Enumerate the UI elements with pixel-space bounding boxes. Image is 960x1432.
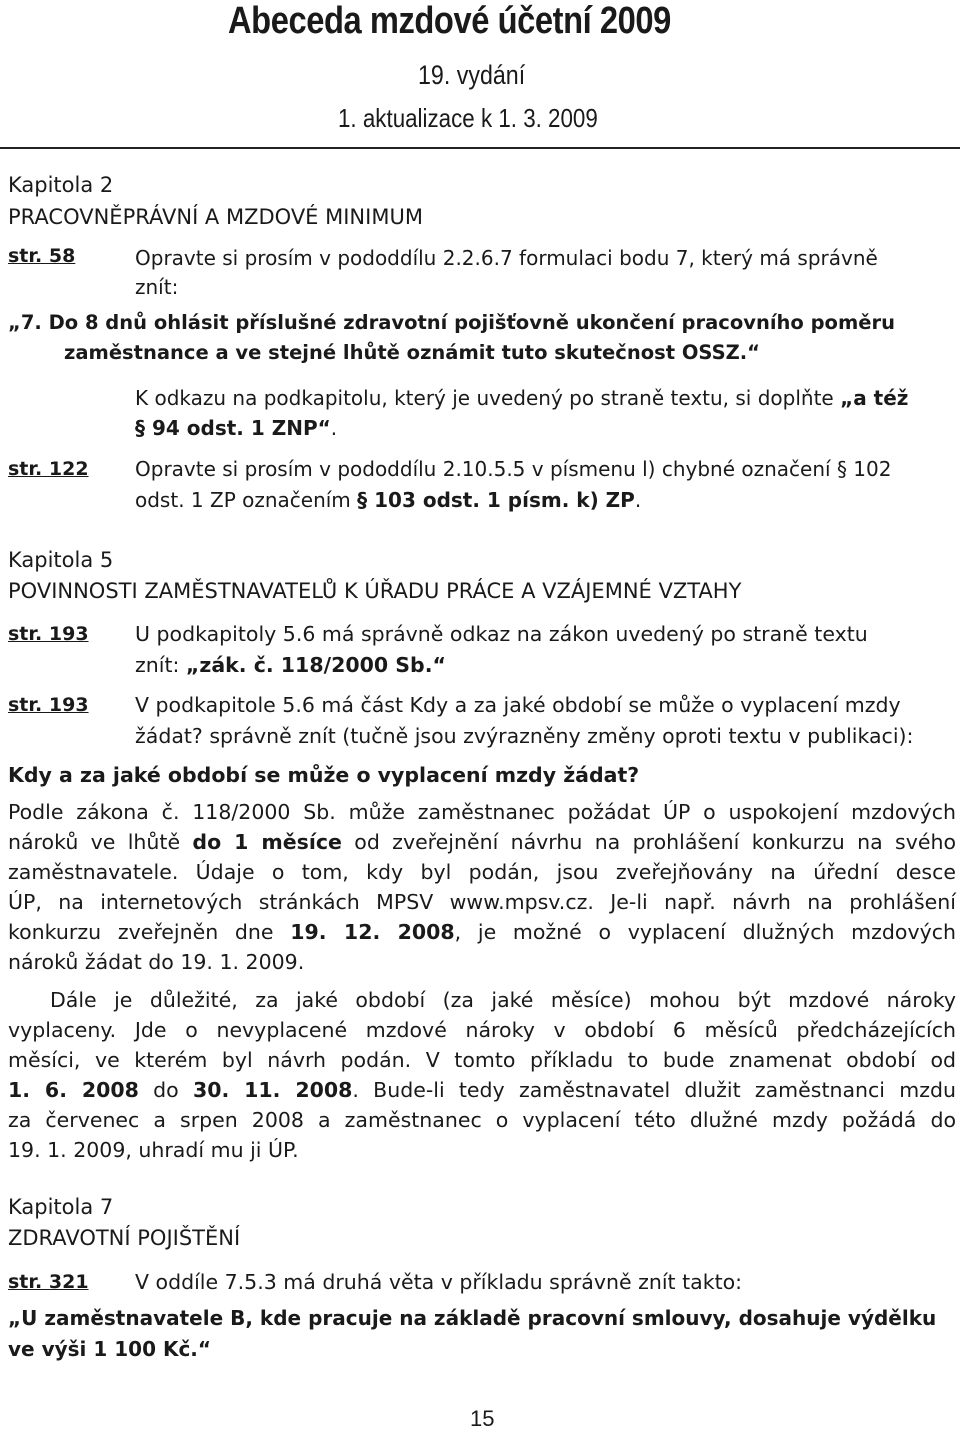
chapter-7-title: ZDRAVOTNÍ POJIŠTĚNÍ	[8, 1226, 241, 1250]
correction-122-line2	[135, 485, 641, 515]
quote-321-line1: „U zaměstnavatele B, kde pracuje na základě pracovní smlouvy, dosahuje výdělku	[8, 1306, 937, 1330]
correction-58-line2: znít:	[135, 275, 179, 299]
correction-122-line1: Opravte si prosím v pododdílu 2.10.5.5 v písmenu l) chybné označení § 102	[135, 457, 892, 481]
correction-122-bold: § 103 odst. 1 písm. k) ZP	[357, 488, 635, 512]
p2-line1: Dále je důležité, za jaké období (za jaké měsíce) mohou být mzdové nároky	[50, 988, 956, 1012]
p1-line2-bold: do 1 měsíce	[192, 830, 342, 854]
note-58-period: .	[330, 416, 338, 440]
correction-193b-line1: V podkapitole 5.6 má část Kdy a za jaké období se může o vyplacení mzdy	[135, 693, 901, 717]
correction-122-period: .	[634, 488, 642, 512]
note-58-paragraph-ref: § 94 odst. 1 ZNP“	[135, 416, 331, 440]
page-ref-122: str. 122	[8, 458, 89, 480]
update-label: 1. aktualizace k 1. 3. 2009	[338, 103, 598, 133]
p1-line2	[8, 827, 956, 857]
p2-line4-date2: 30. 11. 2008	[192, 1078, 353, 1102]
p2-line4-do: do	[138, 1078, 193, 1102]
quote-58-line1: „7. Do 8 dnů ohlásit příslušné zdravotní pojišťovně ukončení pracovního poměru	[8, 311, 895, 334]
correction-58-line1: Opravte si prosím v pododdílu 2.2.6.7 formulaci bodu 7, který má správně	[135, 246, 878, 270]
page-ref-58: str. 58	[8, 245, 76, 267]
p1-line1: Podle zákona č. 118/2000 Sb. může zaměstnanec požádat ÚP o uspokojení mzdových	[8, 800, 956, 824]
chapter-5-label: Kapitola 5	[8, 548, 114, 572]
note-58-bold: „a též	[840, 386, 909, 410]
p1-line5-bold: 19. 12. 2008	[290, 920, 455, 944]
p2-line4	[8, 1075, 956, 1105]
p1-line5-a: konkurzu zveřejněn dne	[8, 920, 291, 944]
chapter-2-label: Kapitola 2	[8, 173, 114, 197]
correction-122-text: odst. 1 ZP označením	[135, 488, 358, 512]
chapter-5-title: POVINNOSTI ZAMĚSTNAVATELŮ K ÚŘADU PRÁCE A VZÁJEMNÉ VZTAHY	[8, 579, 742, 603]
page-ref-321: str. 321	[8, 1271, 89, 1293]
p2-line4-date1: 1. 6. 2008	[8, 1078, 139, 1102]
p1-line5-c: , je možné o vyplacení dlužných mzdových	[454, 920, 956, 944]
p1-line2-c: od zveřejnění návrhu na prohlášení konkurzu na svého	[341, 830, 956, 854]
correction-193a-bold: „zák. č. 118/2000 Sb.“	[185, 653, 446, 677]
p1-line4: ÚP, na internetových stránkách MPSV www.mpsv.cz. Je-li např. návrh na prohlášení	[8, 890, 956, 914]
page-ref-193-b: str. 193	[8, 694, 89, 716]
chapter-2-title: PRACOVNĚPRÁVNÍ A MZDOVÉ MINIMUM	[8, 205, 423, 229]
p2-line5: za červenec a srpen 2008 a zaměstnanec o vyplacení této dlužné mzdy požádá do	[8, 1108, 956, 1132]
correction-193a-text: znít:	[135, 653, 186, 677]
quote-58-line2: zaměstnance a ve stejné lhůtě oznámit tuto skutečnost OSSZ.“	[64, 341, 760, 364]
note-58-line2	[135, 413, 337, 443]
p2-line4-rest: . Bude-li tedy zaměstnavatel dlužit zaměstnanci mzdu	[352, 1078, 956, 1102]
header-divider	[0, 147, 960, 149]
chapter-7-label: Kapitola 7	[8, 1195, 114, 1219]
note-58-line1	[135, 383, 908, 413]
p1-line6: nároků žádat do 19. 1. 2009.	[8, 950, 305, 974]
correction-321-line1: V oddíle 7.5.3 má druhá věta v příkladu správně znít takto:	[135, 1270, 743, 1294]
p1-line5	[8, 917, 956, 947]
p2-line3: měsíci, ve kterém byl návrh podán. V tomto příkladu to bude znamenat období od	[8, 1048, 956, 1072]
p1-line2-a: nároků ve lhůtě	[8, 830, 193, 854]
p1-line3: zaměstnavatele. Údaje o tom, kdy byl podán, jsou zveřejňovány na úřední desce	[8, 860, 956, 884]
correction-193b-line2: žádat? správně znít (tučně jsou zvýrazněny změny oproti textu v publikaci):	[135, 724, 914, 748]
quote-321-line2: ve výši 1 100 Kč.“	[8, 1337, 212, 1361]
correction-193a-line1: U podkapitoly 5.6 má správně odkaz na zákon uvedený po straně textu	[135, 622, 868, 646]
page-number: 15	[470, 1406, 495, 1431]
subheading: Kdy a za jaké období se může o vyplacení mzdy žádat?	[8, 763, 640, 787]
note-58-text: K odkazu na podkapitolu, který je uvedený po straně textu, si doplňte	[135, 386, 841, 410]
page-ref-193-a: str. 193	[8, 623, 89, 645]
p2-line6: 19. 1. 2009, uhradí mu ji ÚP.	[8, 1138, 299, 1162]
document-title: Abeceda mzdové účetní 2009	[228, 0, 671, 42]
correction-193a-line2	[135, 650, 446, 680]
edition-label: 19. vydání	[418, 60, 526, 90]
p2-line2: vyplaceny. Jde o nevyplacené mzdové nároky v období 6 měsíců předcházejících	[8, 1018, 956, 1042]
